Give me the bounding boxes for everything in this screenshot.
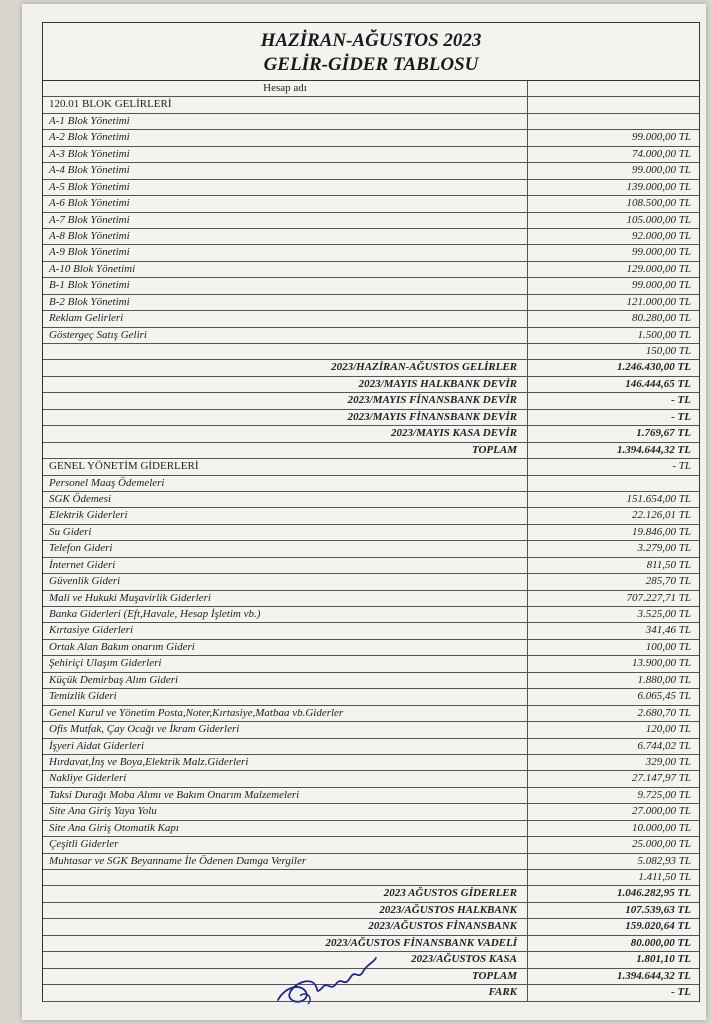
table-row [43, 114, 699, 130]
amount-value: 74.000,00 TL [632, 147, 691, 160]
table-row [43, 508, 699, 524]
table-row [43, 180, 699, 196]
table-row [43, 558, 699, 574]
income-expense-table [42, 22, 700, 1002]
account-name: 2023/AĞUSTOS FİNANSBANK VADELİ [43, 936, 528, 951]
total-row [43, 410, 699, 426]
account-name [43, 344, 528, 359]
amount-value: 1.411,50 TL [638, 871, 691, 883]
table-row [43, 771, 699, 787]
table-row [43, 476, 699, 492]
total-row [43, 443, 699, 459]
amount-value: 121.000,00 TL [626, 295, 691, 308]
table-row [43, 574, 699, 590]
table-row [43, 870, 699, 886]
amount-value: 19.846,00 TL [632, 525, 691, 538]
account-name: İşyeri Aidat Giderleri [43, 739, 528, 754]
account-name: Telefon Gideri [43, 541, 528, 556]
table-row [43, 328, 699, 344]
amount-value: 100,00 TL [645, 640, 691, 653]
account-name: Göstergeç Satış Geliri [43, 328, 528, 343]
table-row [43, 607, 699, 623]
table-row [43, 213, 699, 229]
table-row [43, 673, 699, 689]
account-name: Site Ana Giriş Yaya Yolu [43, 804, 528, 819]
table-title [43, 23, 699, 81]
amount-value: 1.394.644,32 TL [617, 969, 691, 982]
account-name: Genel Kurul ve Yönetim Posta,Noter,Kırtasiye,Matbaa vb.Giderler [43, 706, 528, 721]
section-row [43, 459, 699, 475]
account-name: 2023/MAYIS FİNANSBANK DEVİR [43, 410, 528, 425]
amount-value: 107.539,63 TL [625, 903, 691, 916]
account-name: Nakliye Giderleri [43, 771, 528, 786]
account-name: Personel Maaş Ödemeleri [43, 476, 528, 491]
column-header-account: Hesap adı [43, 81, 528, 96]
amount-value: 811,50 TL [646, 558, 691, 571]
account-name: 2023/MAYIS FİNANSBANK DEVİR [43, 393, 528, 408]
amount-value: 146.444,65 TL [625, 377, 691, 390]
amount-value: 3.525,00 TL [637, 608, 691, 620]
account-name: Çeşitli Giderler [43, 837, 528, 852]
amount-value: 707.227,71 TL [626, 591, 691, 604]
account-name: B-1 Blok Yönetimi [43, 278, 528, 293]
amount-value: 9.725,00 TL [637, 788, 691, 801]
account-name: Muhtasar ve SGK Beyanname İle Ödenen Damga Vergiler [43, 854, 528, 869]
account-name: 2023/HAZİRAN-AĞUSTOS GELİRLER [43, 360, 528, 375]
amount-value: 139.000,00 TL [626, 180, 691, 193]
amount-value: 150,00 TL [645, 345, 691, 357]
amount-value: 27.147,97 TL [632, 772, 691, 785]
table-row [43, 130, 699, 146]
amount-value: 1.500,00 TL [637, 328, 691, 341]
table-row [43, 344, 699, 360]
amount-value: 159.020,64 TL [625, 920, 691, 933]
amount-value: 92.000,00 TL [632, 229, 691, 242]
table-row [43, 295, 699, 311]
account-name [43, 870, 528, 885]
amount-value: 1.046.282,95 TL [617, 887, 691, 900]
table-row [43, 262, 699, 278]
amount-value: 99.000,00 TL [632, 131, 691, 144]
amount-value: 99.000,00 TL [632, 164, 691, 177]
amount-value: 1.246.430,00 TL [617, 361, 691, 374]
amount-value: 27.000,00 TL [632, 805, 691, 818]
amount-value: 341,46 TL [645, 624, 691, 637]
amount-value: 99.000,00 TL [632, 246, 691, 259]
table-row [43, 640, 699, 656]
amount-value: - TL [671, 410, 691, 423]
table-row [43, 739, 699, 755]
account-name: SGK Ödemesi [43, 492, 528, 507]
total-row [43, 903, 699, 919]
table-row [43, 656, 699, 672]
total-row [43, 919, 699, 935]
table-row [43, 245, 699, 261]
account-name: B-2 Blok Yönetimi [43, 295, 528, 310]
table-row [43, 591, 699, 607]
amount-value: 5.082,93 TL [637, 854, 691, 867]
table-row [43, 525, 699, 541]
account-name: A-5 Blok Yönetimi [43, 180, 528, 195]
amount-value: 13.900,00 TL [632, 657, 691, 670]
amount-value: 99.000,00 TL [632, 279, 691, 292]
amount-value: 25.000,00 TL [632, 838, 691, 851]
account-name: Banka Giderleri (Eft,Havale, Hesap İşletim vb.) [43, 607, 528, 622]
table-row [43, 706, 699, 722]
total-row [43, 377, 699, 393]
amount-value: 1.880,00 TL [637, 673, 691, 686]
account-name: 2023/MAYIS KASA DEVİR [43, 426, 528, 441]
account-name: Site Ana Giriş Otomatik Kapı [43, 821, 528, 836]
account-name: A-8 Blok Yönetimi [43, 229, 528, 244]
account-name: GENEL YÖNETİM GİDERLERİ [43, 459, 528, 474]
table-row [43, 163, 699, 179]
total-row [43, 426, 699, 442]
amount-value: 120,00 TL [645, 723, 691, 736]
account-name: TOPLAM [43, 969, 528, 984]
table-row [43, 854, 699, 870]
account-name: Temizlik Gideri [43, 689, 528, 704]
account-name: Şehiriçi Ulaşım Giderleri [43, 656, 528, 671]
account-name: Elektrik Giderleri [43, 508, 528, 523]
amount-value: 1.801,10 TL [636, 953, 691, 966]
account-name: A-6 Blok Yönetimi [43, 196, 528, 211]
table-row [43, 278, 699, 294]
total-row [43, 886, 699, 902]
table-body [43, 97, 699, 1001]
account-name: 2023 AĞUSTOS GİDERLER [43, 886, 528, 901]
table-row [43, 788, 699, 804]
account-name: Küçük Demirbaş Alım Gideri [43, 673, 528, 688]
amount-value: 151.654,00 TL [626, 492, 691, 505]
account-name: 2023/AĞUSTOS FİNANSBANK [43, 919, 528, 934]
account-name: Ofis Mutfak, Çay Ocağı ve İkram Giderleri [43, 722, 528, 737]
account-name: 2023/AĞUSTOS KASA [43, 952, 528, 967]
account-name: İnternet Gideri [43, 558, 528, 573]
total-row [43, 360, 699, 376]
account-name: A-2 Blok Yönetimi [43, 130, 528, 145]
title-period: HAZİRAN-AĞUSTOS 2023 [260, 30, 482, 51]
title-name: GELİR-GİDER TABLOSU [263, 54, 479, 75]
amount-value: 129.000,00 TL [626, 262, 691, 275]
account-name: TOPLAM [43, 443, 528, 458]
column-header-amount [528, 81, 699, 96]
table-row [43, 804, 699, 820]
account-name: A-7 Blok Yönetimi [43, 213, 528, 228]
total-row [43, 393, 699, 409]
account-name: 2023/MAYIS HALKBANK DEVİR [43, 377, 528, 392]
amount-value: 80.280,00 TL [632, 312, 691, 325]
section-row [43, 97, 699, 113]
account-name: Su Gideri [43, 525, 528, 540]
account-name: A-9 Blok Yönetimi [43, 245, 528, 260]
table-row [43, 837, 699, 853]
table-row [43, 689, 699, 705]
amount-value: - TL [672, 460, 691, 473]
amount-value: 22.126,01 TL [632, 509, 691, 522]
signature-icon [270, 948, 380, 1010]
account-name: FARK [43, 985, 528, 1000]
amount-value: 285,70 TL [645, 575, 691, 588]
account-name: 2023/AĞUSTOS HALKBANK [43, 903, 528, 918]
amount-value [528, 97, 699, 112]
account-name: Ortak Alan Bakım onarım Gideri [43, 640, 528, 655]
amount-value: - TL [671, 986, 691, 999]
account-name: A-10 Blok Yönetimi [43, 262, 528, 277]
table-row [43, 623, 699, 639]
amount-value: 108.500,00 TL [626, 197, 691, 210]
table-row [43, 541, 699, 557]
account-name: Güvenlik Gideri [43, 574, 528, 589]
amount-value: 6.744,02 TL [637, 739, 691, 752]
amount-value: 2.680,70 TL [637, 706, 691, 719]
account-name: Taksi Durağı Moba Alımı ve Bakım Onarım Malzemeleri [43, 788, 528, 803]
table-row [43, 722, 699, 738]
table-row [43, 196, 699, 212]
amount-value: 3.279,00 TL [637, 542, 691, 555]
amount-value [528, 114, 699, 129]
table-row [43, 821, 699, 837]
account-name: Hırdavat,İnş ve Boya,Elektrik Malz.Giderleri [43, 755, 528, 770]
table-header [43, 81, 699, 97]
amount-value: 80.000,00 TL [630, 936, 691, 949]
table-row [43, 311, 699, 327]
amount-value: 105.000,00 TL [626, 213, 691, 226]
amount-value: 1.394.644,32 TL [617, 443, 691, 456]
amount-value: - TL [671, 394, 691, 407]
account-name: A-1 Blok Yönetimi [43, 114, 528, 129]
amount-value: 6.065,45 TL [637, 690, 691, 703]
account-name: Mali ve Hukuki Muşavirlik Giderleri [43, 591, 528, 606]
account-name: Kırtasiye Giderleri [43, 623, 528, 638]
account-name: A-4 Blok Yönetimi [43, 163, 528, 178]
amount-value [528, 476, 699, 491]
amount-value: 329,00 TL [645, 755, 691, 768]
account-name: A-3 Blok Yönetimi [43, 147, 528, 162]
table-row [43, 492, 699, 508]
account-name: 120.01 BLOK GELİRLERİ [43, 97, 528, 112]
account-name: Reklam Gelirleri [43, 311, 528, 326]
table-row [43, 147, 699, 163]
amount-value: 10.000,00 TL [632, 821, 691, 834]
table-row [43, 755, 699, 771]
amount-value: 1.769,67 TL [636, 427, 691, 440]
table-row [43, 229, 699, 245]
